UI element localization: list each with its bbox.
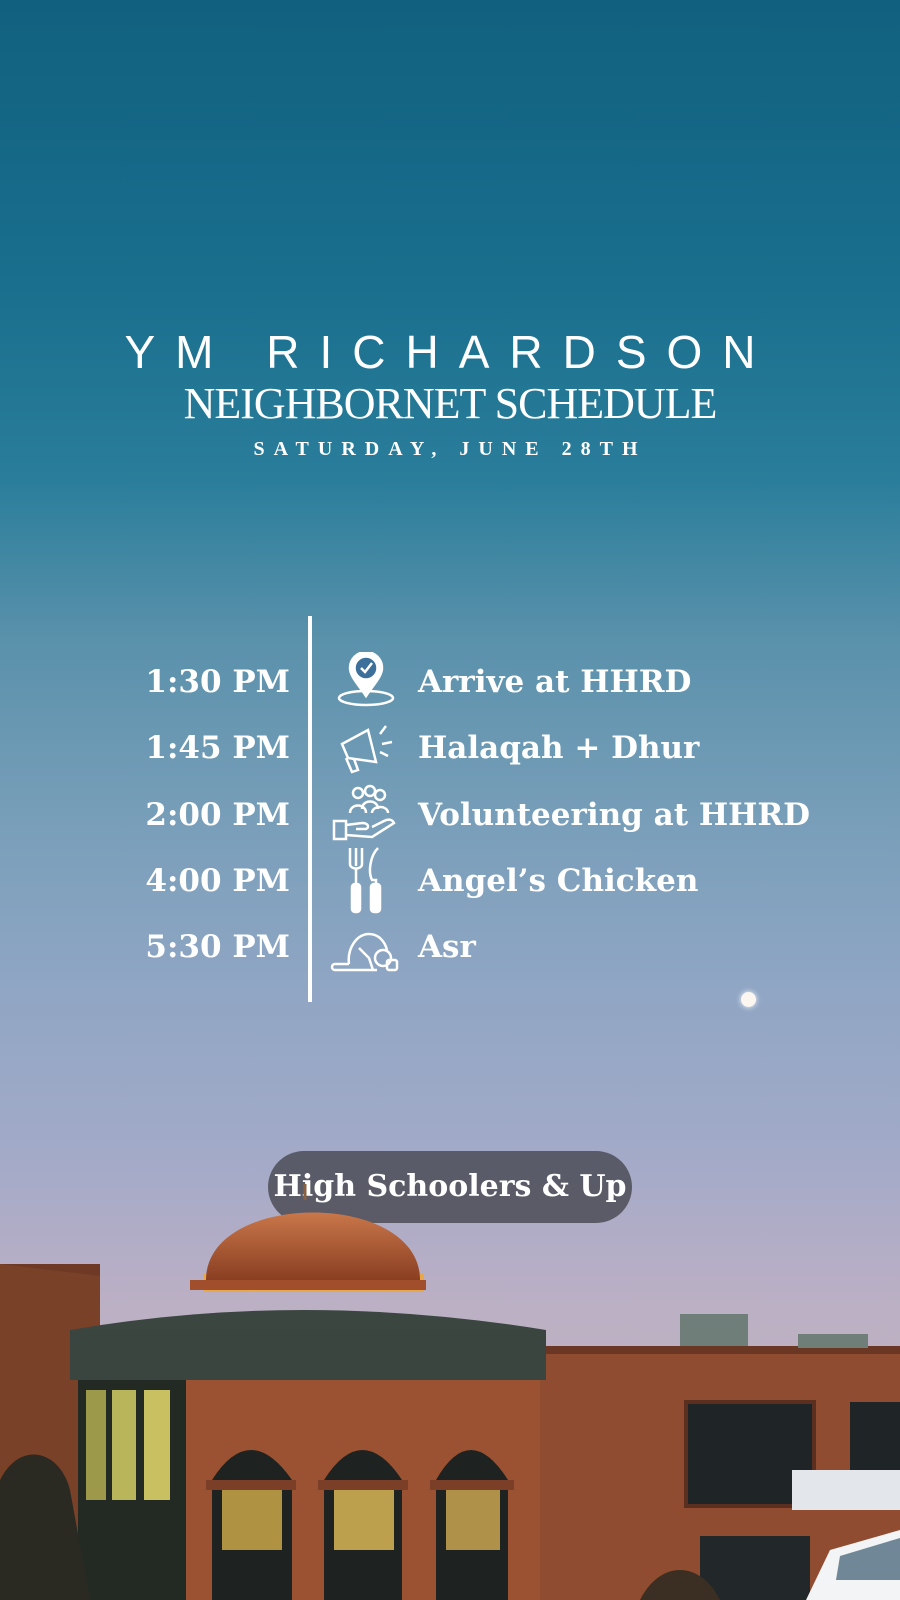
moon bbox=[741, 992, 756, 1007]
megaphone-icon bbox=[336, 720, 396, 783]
schedule-event: Halaqah + Dhur bbox=[418, 730, 700, 766]
schedule-time: 1:30 PM bbox=[145, 664, 290, 700]
location-pin-icon bbox=[336, 652, 396, 713]
audience-badge: High Schoolers & Up bbox=[268, 1151, 632, 1223]
group-title: YM RICHARDSON bbox=[124, 326, 776, 378]
schedule-title: NEIGHBORNET SCHEDULE bbox=[183, 379, 717, 428]
prayer-icon bbox=[329, 924, 401, 977]
mosque-building bbox=[0, 1180, 900, 1600]
schedule-event: Asr bbox=[418, 929, 476, 965]
schedule-event: Arrive at HHRD bbox=[418, 664, 692, 700]
fork-knife-icon bbox=[346, 846, 386, 919]
event-date: SATURDAY, JUNE 28TH bbox=[253, 438, 647, 460]
schedule-time: 1:45 PM bbox=[145, 730, 290, 766]
schedule-time: 5:30 PM bbox=[145, 929, 290, 965]
schedule-time: 4:00 PM bbox=[145, 863, 290, 899]
schedule-event: Angel’s Chicken bbox=[418, 863, 699, 899]
schedule-time: 2:00 PM bbox=[145, 797, 290, 833]
helping-hand-icon bbox=[332, 783, 398, 848]
timeline-divider bbox=[308, 616, 312, 1002]
schedule-event: Volunteering at HHRD bbox=[418, 797, 811, 833]
